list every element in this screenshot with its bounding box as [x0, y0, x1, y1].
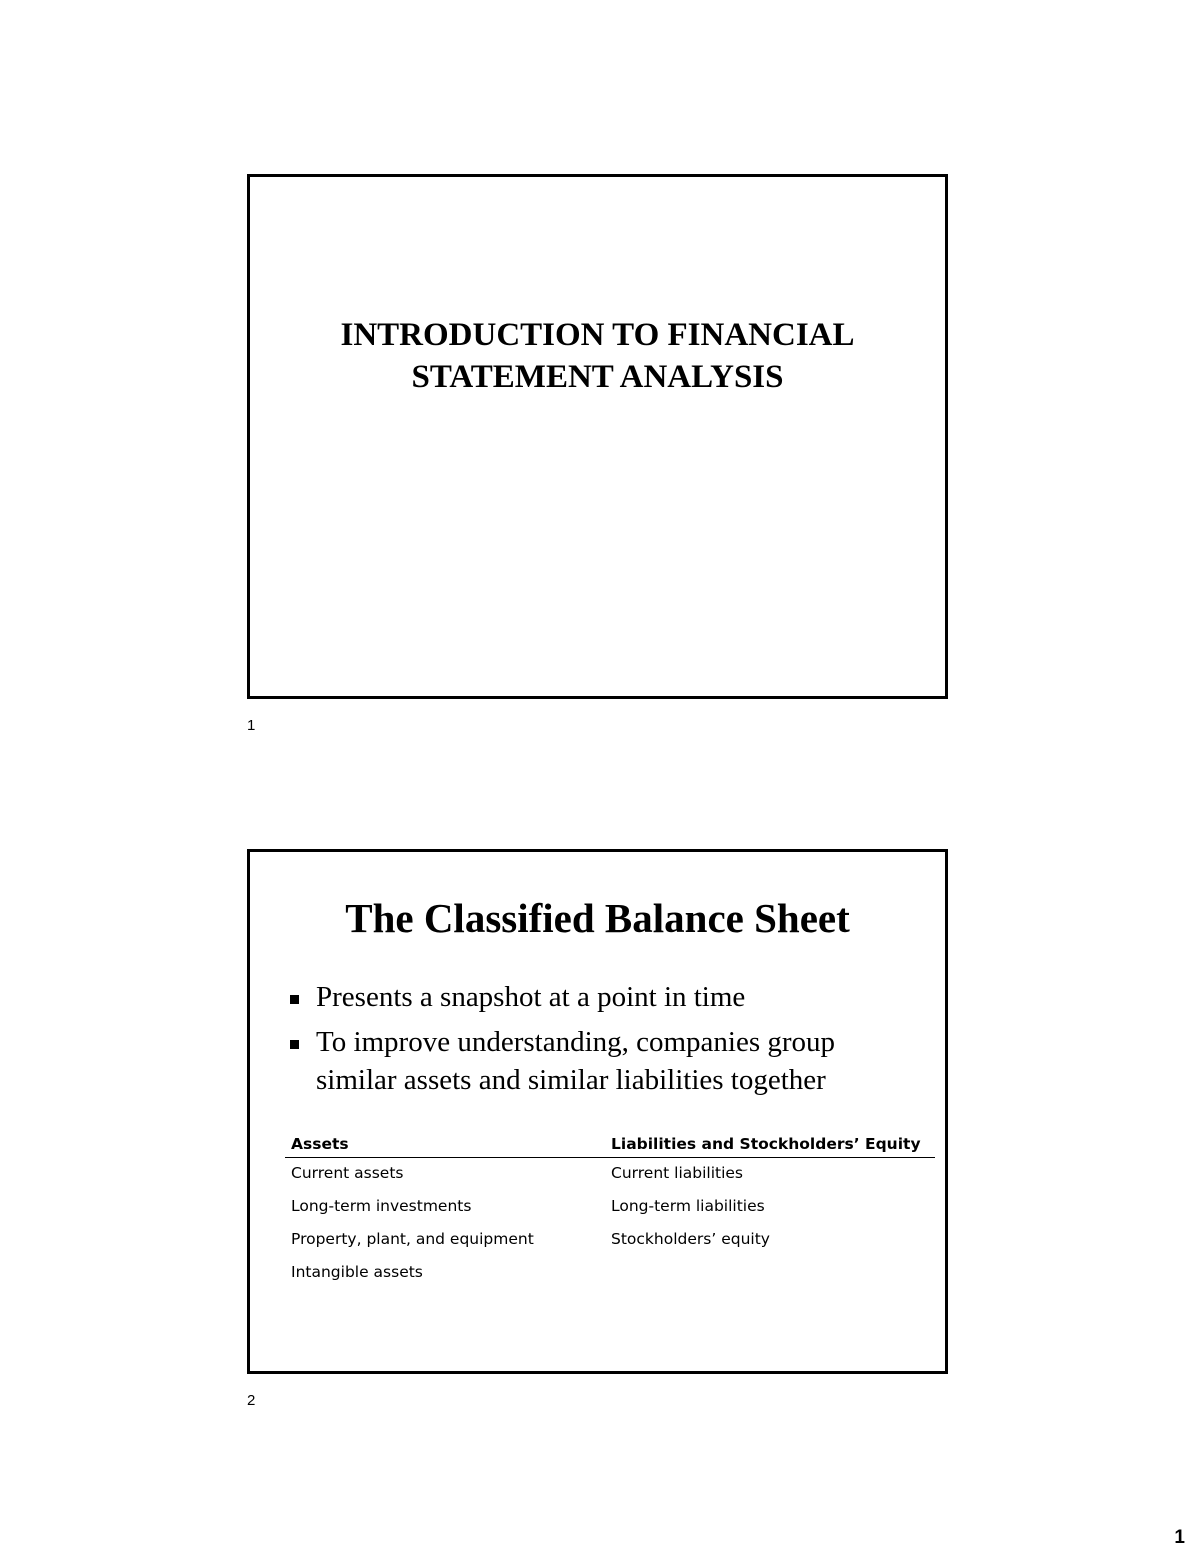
slide-1	[247, 174, 948, 699]
liabilities-equity-header: Liabilities and Stockholders’ Equity	[605, 1132, 935, 1158]
bullet-text: Presents a snapshot at a point in time	[316, 981, 746, 1013]
square-bullet-icon	[290, 995, 299, 1004]
slide-2-number: 2	[247, 1392, 256, 1409]
bullet-item	[290, 1023, 910, 1099]
slide-1-number: 1	[247, 717, 256, 734]
table-row	[285, 1158, 935, 1192]
asset-cell: Intangible assets	[291, 1263, 423, 1281]
bullet-text: To improve understanding, companies group similar assets and similar liabilities together	[316, 1026, 836, 1096]
liability-cell: Long-term liabilities	[611, 1197, 765, 1215]
slide-1-title-line-2: STATEMENT ANALYSIS	[411, 359, 784, 395]
slide-1-title	[250, 314, 945, 398]
page-number: 1	[1174, 1527, 1185, 1548]
assets-header: Assets	[285, 1132, 605, 1158]
table-row	[285, 1191, 935, 1224]
slide-2	[247, 849, 948, 1374]
balance-sheet-table	[285, 1132, 935, 1290]
bullet-item	[290, 978, 910, 1016]
table-header-row	[285, 1132, 935, 1158]
table-row	[285, 1224, 935, 1257]
asset-cell: Long-term investments	[291, 1197, 472, 1215]
table-row	[285, 1257, 935, 1290]
square-bullet-icon	[290, 1040, 299, 1049]
slide-2-bullet-list	[290, 978, 910, 1106]
liability-cell	[605, 1257, 935, 1290]
liability-cell: Current liabilities	[611, 1164, 744, 1182]
slide-1-title-line-1: INTRODUCTION TO FINANCIAL	[340, 317, 855, 353]
liability-cell: Stockholders’ equity	[611, 1230, 770, 1248]
asset-cell: Property, plant, and equipment	[291, 1230, 534, 1248]
asset-cell: Current assets	[291, 1164, 404, 1182]
slide-2-title: The Classified Balance Sheet	[345, 895, 850, 941]
